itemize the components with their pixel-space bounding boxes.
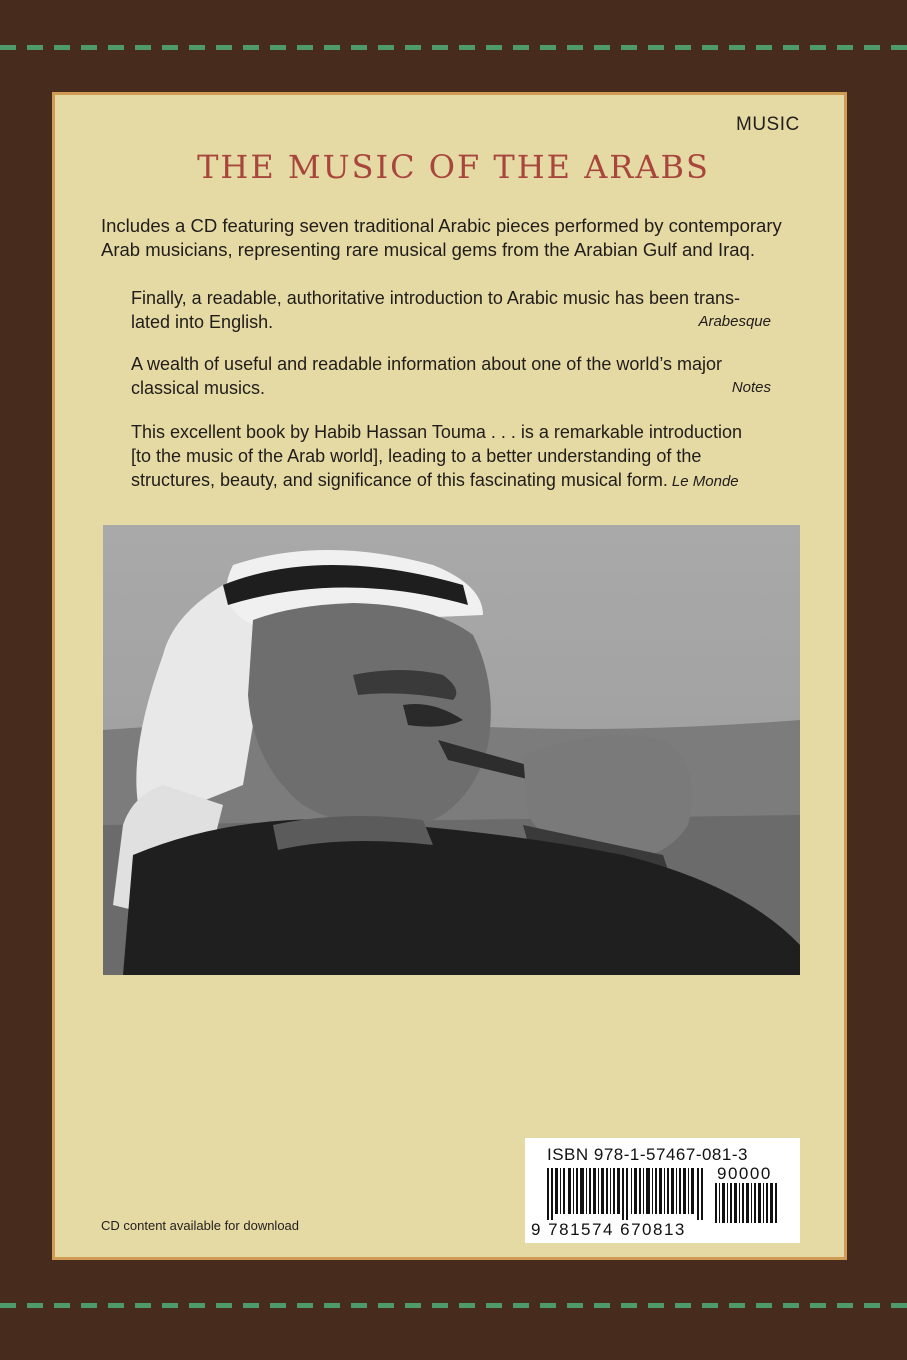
category-label: MUSIC <box>736 114 800 135</box>
isbn-number: ISBN 978-1-57467-081-3 <box>547 1145 748 1164</box>
book-title: THE MUSIC OF THE ARABS <box>197 148 710 186</box>
bottom-dashed-border <box>0 1303 907 1308</box>
price-code: 90000 <box>717 1164 772 1183</box>
cd-download-note: CD content available for download <box>101 1218 300 1233</box>
price-barcode-bars <box>715 1183 777 1223</box>
quote-1-source: Arabesque <box>698 313 771 330</box>
quote-3-line-1: This excellent book by Habib Hassan Touma . . . is a remarkable introduction <box>131 422 742 442</box>
barcode-digits: 9 781574 670813 <box>531 1220 686 1239</box>
review-quote-1 <box>131 286 771 334</box>
intro-text: Includes a CD featuring seven traditional Arabic pieces performed by contemporary Arab musicians, representing rare musical gems from the Arabian Gulf and Iraq. <box>101 215 782 260</box>
isbn-barcode <box>525 1138 800 1243</box>
top-dashed-border <box>0 45 907 50</box>
quote-1-line-2: lated into English. <box>131 312 274 332</box>
man-playing-flute-photo <box>103 525 800 975</box>
quote-2-line-2: classical musics. <box>131 378 266 398</box>
quote-3-line-2: [to the music of the Arab world], leading to a better understanding of the <box>131 446 702 466</box>
quote-3-source: Le Monde <box>671 473 739 490</box>
review-quote-3 <box>131 420 771 494</box>
quote-1-line-1: Finally, a readable, authoritative introduction to Arabic music has been trans- <box>131 288 740 308</box>
ean-barcode-bars <box>547 1168 707 1220</box>
quote-2-source: Notes <box>731 379 771 396</box>
review-quote-2 <box>131 352 771 400</box>
quote-3-line-3: structures, beauty, and significance of this fascinating musical form. <box>131 470 668 490</box>
quote-2-line-1: A wealth of useful and readable information about one of the world’s major <box>131 354 723 374</box>
